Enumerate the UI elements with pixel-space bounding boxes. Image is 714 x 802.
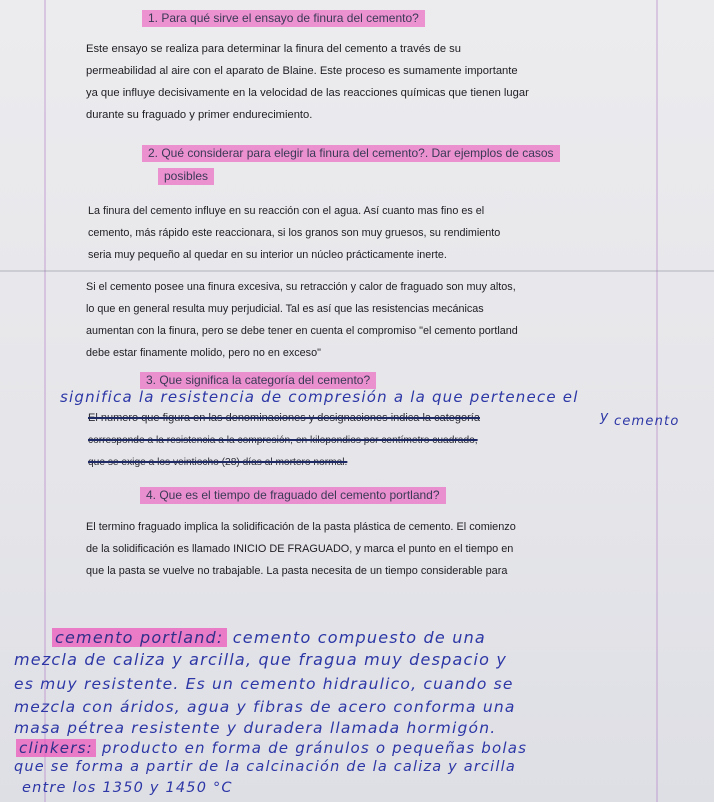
handwritten-line-3: es muy resistente. Es un cemento hidraulico, cuando se xyxy=(14,675,514,693)
margin-line-right xyxy=(656,0,658,802)
handwritten-line-7: que se forma a partir de la calcinación de la caliza y arcilla xyxy=(14,759,516,775)
text-line: durante su fraguado y primer endurecimiento. xyxy=(86,109,313,121)
handwritten-line-8: entre los 1350 y 1450 °C xyxy=(22,780,233,796)
text-line: debe estar finamente molido, pero no en exceso" xyxy=(86,347,321,359)
text-line: que la pasta se vuelve no trabajable. La pasta necesita de un tiempo considerable para xyxy=(86,565,508,577)
text-line: de la solidificación es llamado INICIO DE FRAGUADO, y marca el punto en el tiempo en xyxy=(86,543,514,555)
handwritten-text: cemento compuesto de una xyxy=(232,628,486,647)
handwritten-q3-answer: significa la resistencia de compresión a la que pertenece el xyxy=(60,388,579,406)
question-4-heading: 4. Que es el tiempo de fraguado del cemento portland? xyxy=(140,487,446,504)
text-line: El termino fraguado implica la solidificación de la pasta plástica de cemento. El comienzo xyxy=(86,521,516,533)
question-2-heading-cont: posibles xyxy=(158,168,214,185)
clinker-label: clinkers: xyxy=(16,739,96,757)
question-2-heading: 2. Qué considerar para elegir la finura del cemento?. Dar ejemplos de casos xyxy=(142,145,560,162)
struck-line: corresponde a la resistencia a la compresión, en kilopondios por centímetro cuadrado, xyxy=(88,435,478,446)
question-1-heading: 1. Para qué sirve el ensayo de finura del cemento? xyxy=(142,10,425,27)
text-line: ya que influye decisivamente en la velocidad de las reacciones químicas que tienen lugar xyxy=(86,87,529,99)
handwritten-y: y xyxy=(600,409,610,425)
question-2-answer-2 xyxy=(86,276,606,364)
handwritten-text: producto en forma de gránulos o pequeñas bolas xyxy=(101,739,528,757)
text-line: Si el cemento posee una finura excesiva, su retracción y calor de fraguado son muy altos, xyxy=(86,281,516,293)
question-4-answer xyxy=(86,516,606,582)
handwritten-line-5: masa pétrea resistente y duradera llamada hormigón. xyxy=(14,719,497,737)
handwritten-line-2: mezcla de caliza y arcilla, que fragua muy despacio y xyxy=(14,650,508,669)
handwritten-cemento: cemento xyxy=(614,414,680,429)
question-2-answer-1 xyxy=(88,200,604,266)
struck-line: que se exige a los veintiocho (28) días al mortero normal. xyxy=(88,457,348,468)
text-line: permeabilidad al aire con el aparato de Blaine. Este proceso es sumamente importante xyxy=(86,65,518,77)
paper-fold xyxy=(0,270,714,272)
question-3-heading: 3. Que significa la categoría del cemento? xyxy=(140,372,376,389)
text-line: lo que en general resulta muy perjudicial. Tal es así que las resistencias mecánicas xyxy=(86,303,484,315)
text-line: seria muy pequeño al quedar en su interior un núcleo prácticamente inerte. xyxy=(88,249,447,261)
handwritten-line-1 xyxy=(52,628,486,647)
handwritten-line-4: mezcla con áridos, agua y fibras de acero conforma una xyxy=(14,698,516,716)
text-line: Este ensayo se realiza para determinar la finura del cemento a través de su xyxy=(86,43,461,55)
question-1-answer xyxy=(86,38,606,126)
struck-line: El numero que figura en las denominaciones y designaciones indica la categoría xyxy=(88,412,480,424)
handwritten-line-6 xyxy=(16,739,527,757)
text-line: La finura del cemento influye en su reacción con el agua. Así cuanto mas fino es el xyxy=(88,205,485,217)
cemento-portland-label: cemento portland: xyxy=(52,628,227,647)
text-line: aumentan con la finura, pero se debe tener en cuenta el compromiso "el cemento portland xyxy=(86,325,518,337)
text-line: cemento, más rápido este reaccionara, si los granos son muy gruesos, su rendimiento xyxy=(88,227,501,239)
